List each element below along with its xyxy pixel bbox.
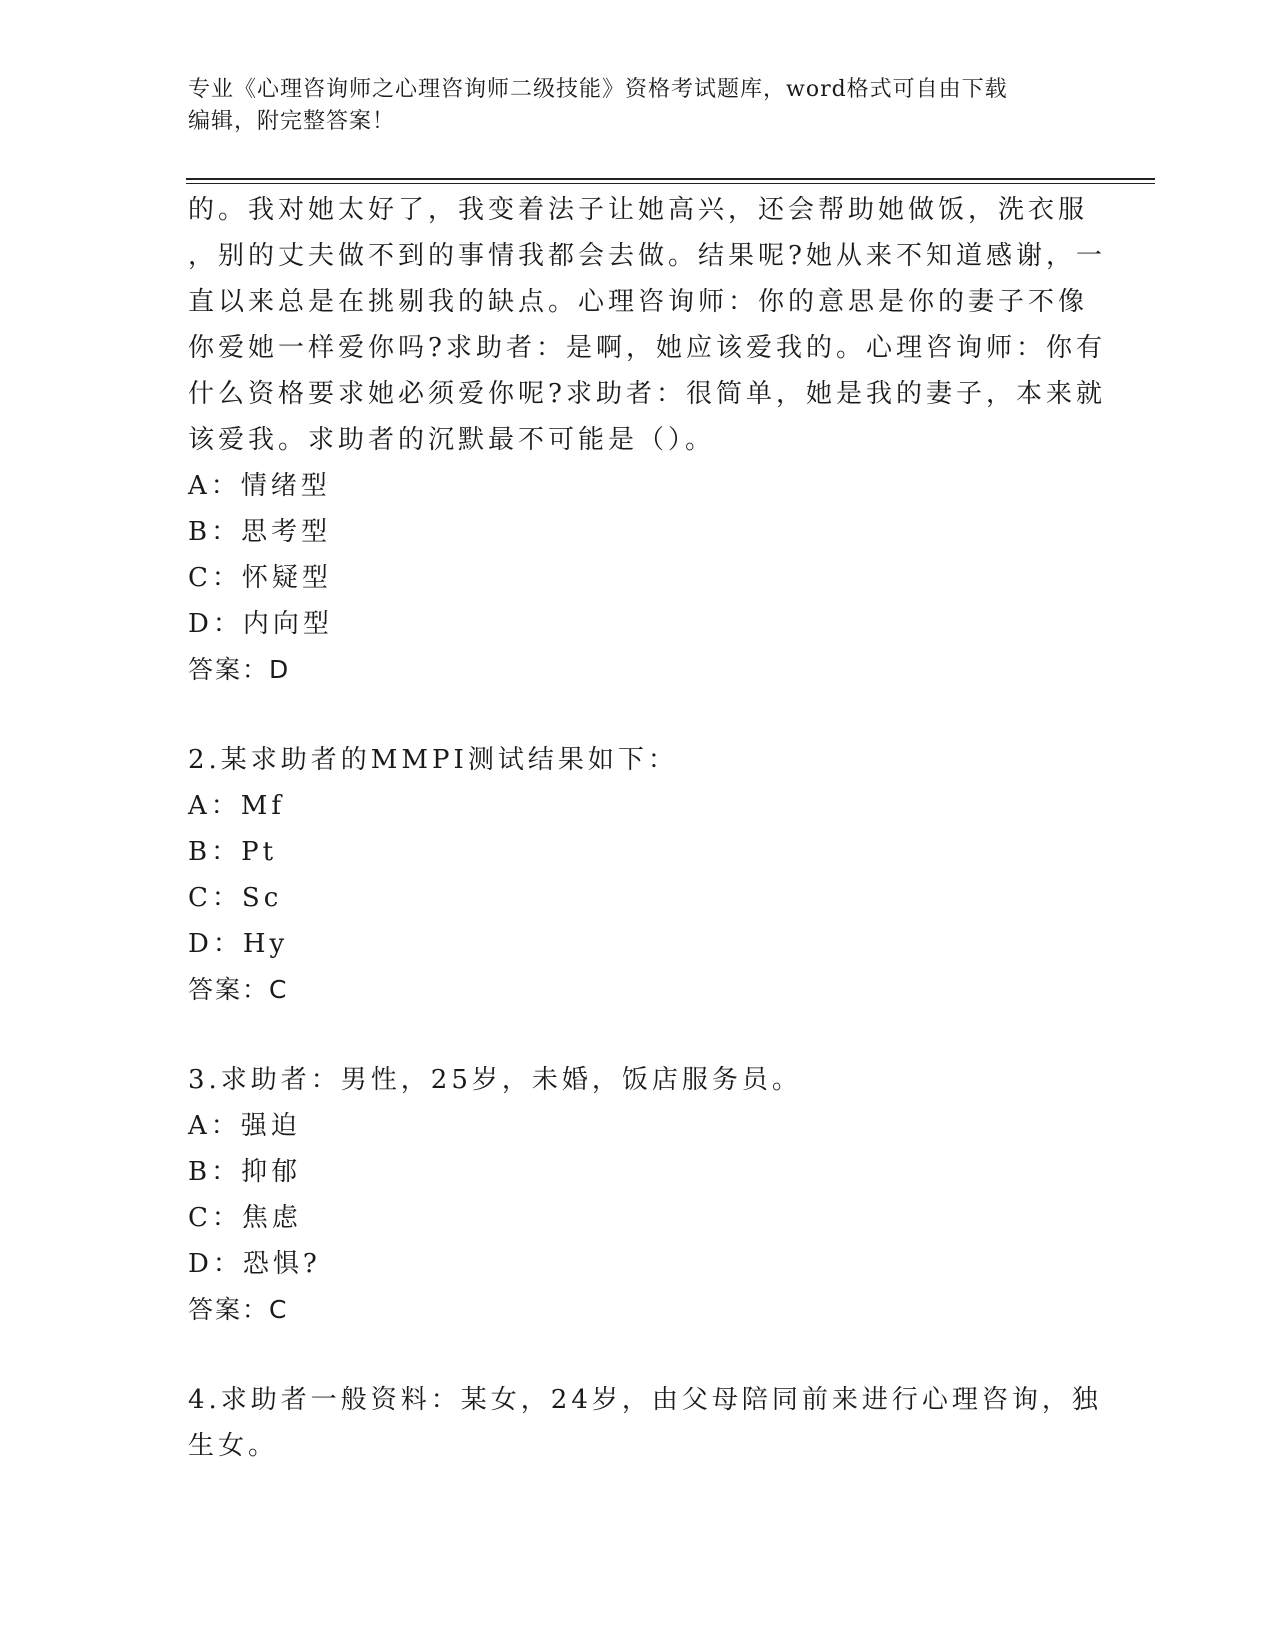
spacer (188, 1013, 1078, 1057)
question-2-option-a: A：Mf (188, 791, 286, 821)
header-line-1: 专业《心理咨询师之心理咨询师二级技能》资格考试题库，word格式可自由下载 (188, 77, 1008, 102)
header-divider-thin (186, 183, 1155, 184)
question-1-option-b: B：思考型 (188, 517, 332, 547)
question-4-line: 生女。 (188, 1431, 279, 1461)
question-2-option-c: C：Sc (188, 883, 283, 913)
question-2-option-b: B：Pt (188, 837, 278, 867)
question-1-option-c: C：怀疑型 (188, 563, 332, 593)
question-1 (188, 187, 1106, 693)
question-2-answer: 答案：C (188, 975, 289, 1004)
question-3-option-a: A：强迫 (188, 1111, 301, 1141)
question-4-line: 4.求助者一般资料：某女，24岁，由父母陪同前来进行心理咨询，独 (188, 1385, 1102, 1415)
header-divider-thick (186, 178, 1155, 180)
document-header (188, 74, 1068, 138)
spacer (188, 1333, 1078, 1377)
question-2 (188, 737, 1078, 1013)
question-1-option-a: A：情绪型 (188, 471, 331, 501)
question-3-option-d: D：恐惧? (188, 1249, 321, 1279)
question-3-option-b: B：抑郁 (188, 1157, 302, 1187)
question-3-stem: 3.求助者：男性，25岁，未婚，饭店服务员。 (188, 1065, 802, 1095)
question-3 (188, 1057, 1078, 1333)
question-1-line: 该爱我。求助者的沉默最不可能是（）。 (188, 425, 716, 455)
question-2-option-d: D：Hy (188, 929, 289, 959)
question-4 (188, 1377, 1102, 1469)
header-line-2: 编辑，附完整答案！ (188, 109, 396, 134)
question-3-option-c: C：焦虑 (188, 1203, 302, 1233)
spacer (188, 693, 1078, 737)
question-1-option-d: D：内向型 (188, 609, 333, 639)
document-body (188, 187, 1106, 1469)
question-1-line: 直以来总是在挑剔我的缺点。心理咨询师：你的意思是你的妻子不像 (188, 287, 1089, 317)
question-1-line: 什么资格要求她必须爱你呢?求助者：很简单，她是我的妻子，本来就 (188, 379, 1106, 409)
question-2-stem: 2.某求助者的MMPI测试结果如下： (188, 745, 678, 775)
question-3-answer: 答案：C (188, 1295, 289, 1324)
question-1-line: ，别的丈夫做不到的事情我都会去做。结果呢?她从来不知道感谢，一 (188, 241, 1106, 271)
question-1-line: 你爱她一样爱你吗?求助者：是啊，她应该爱我的。心理咨询师：你有 (188, 333, 1106, 363)
question-1-line: 的。我对她太好了，我变着法子让她高兴，还会帮助她做饭，洗衣服 (188, 195, 1089, 225)
question-1-answer: 答案：D (188, 655, 291, 684)
